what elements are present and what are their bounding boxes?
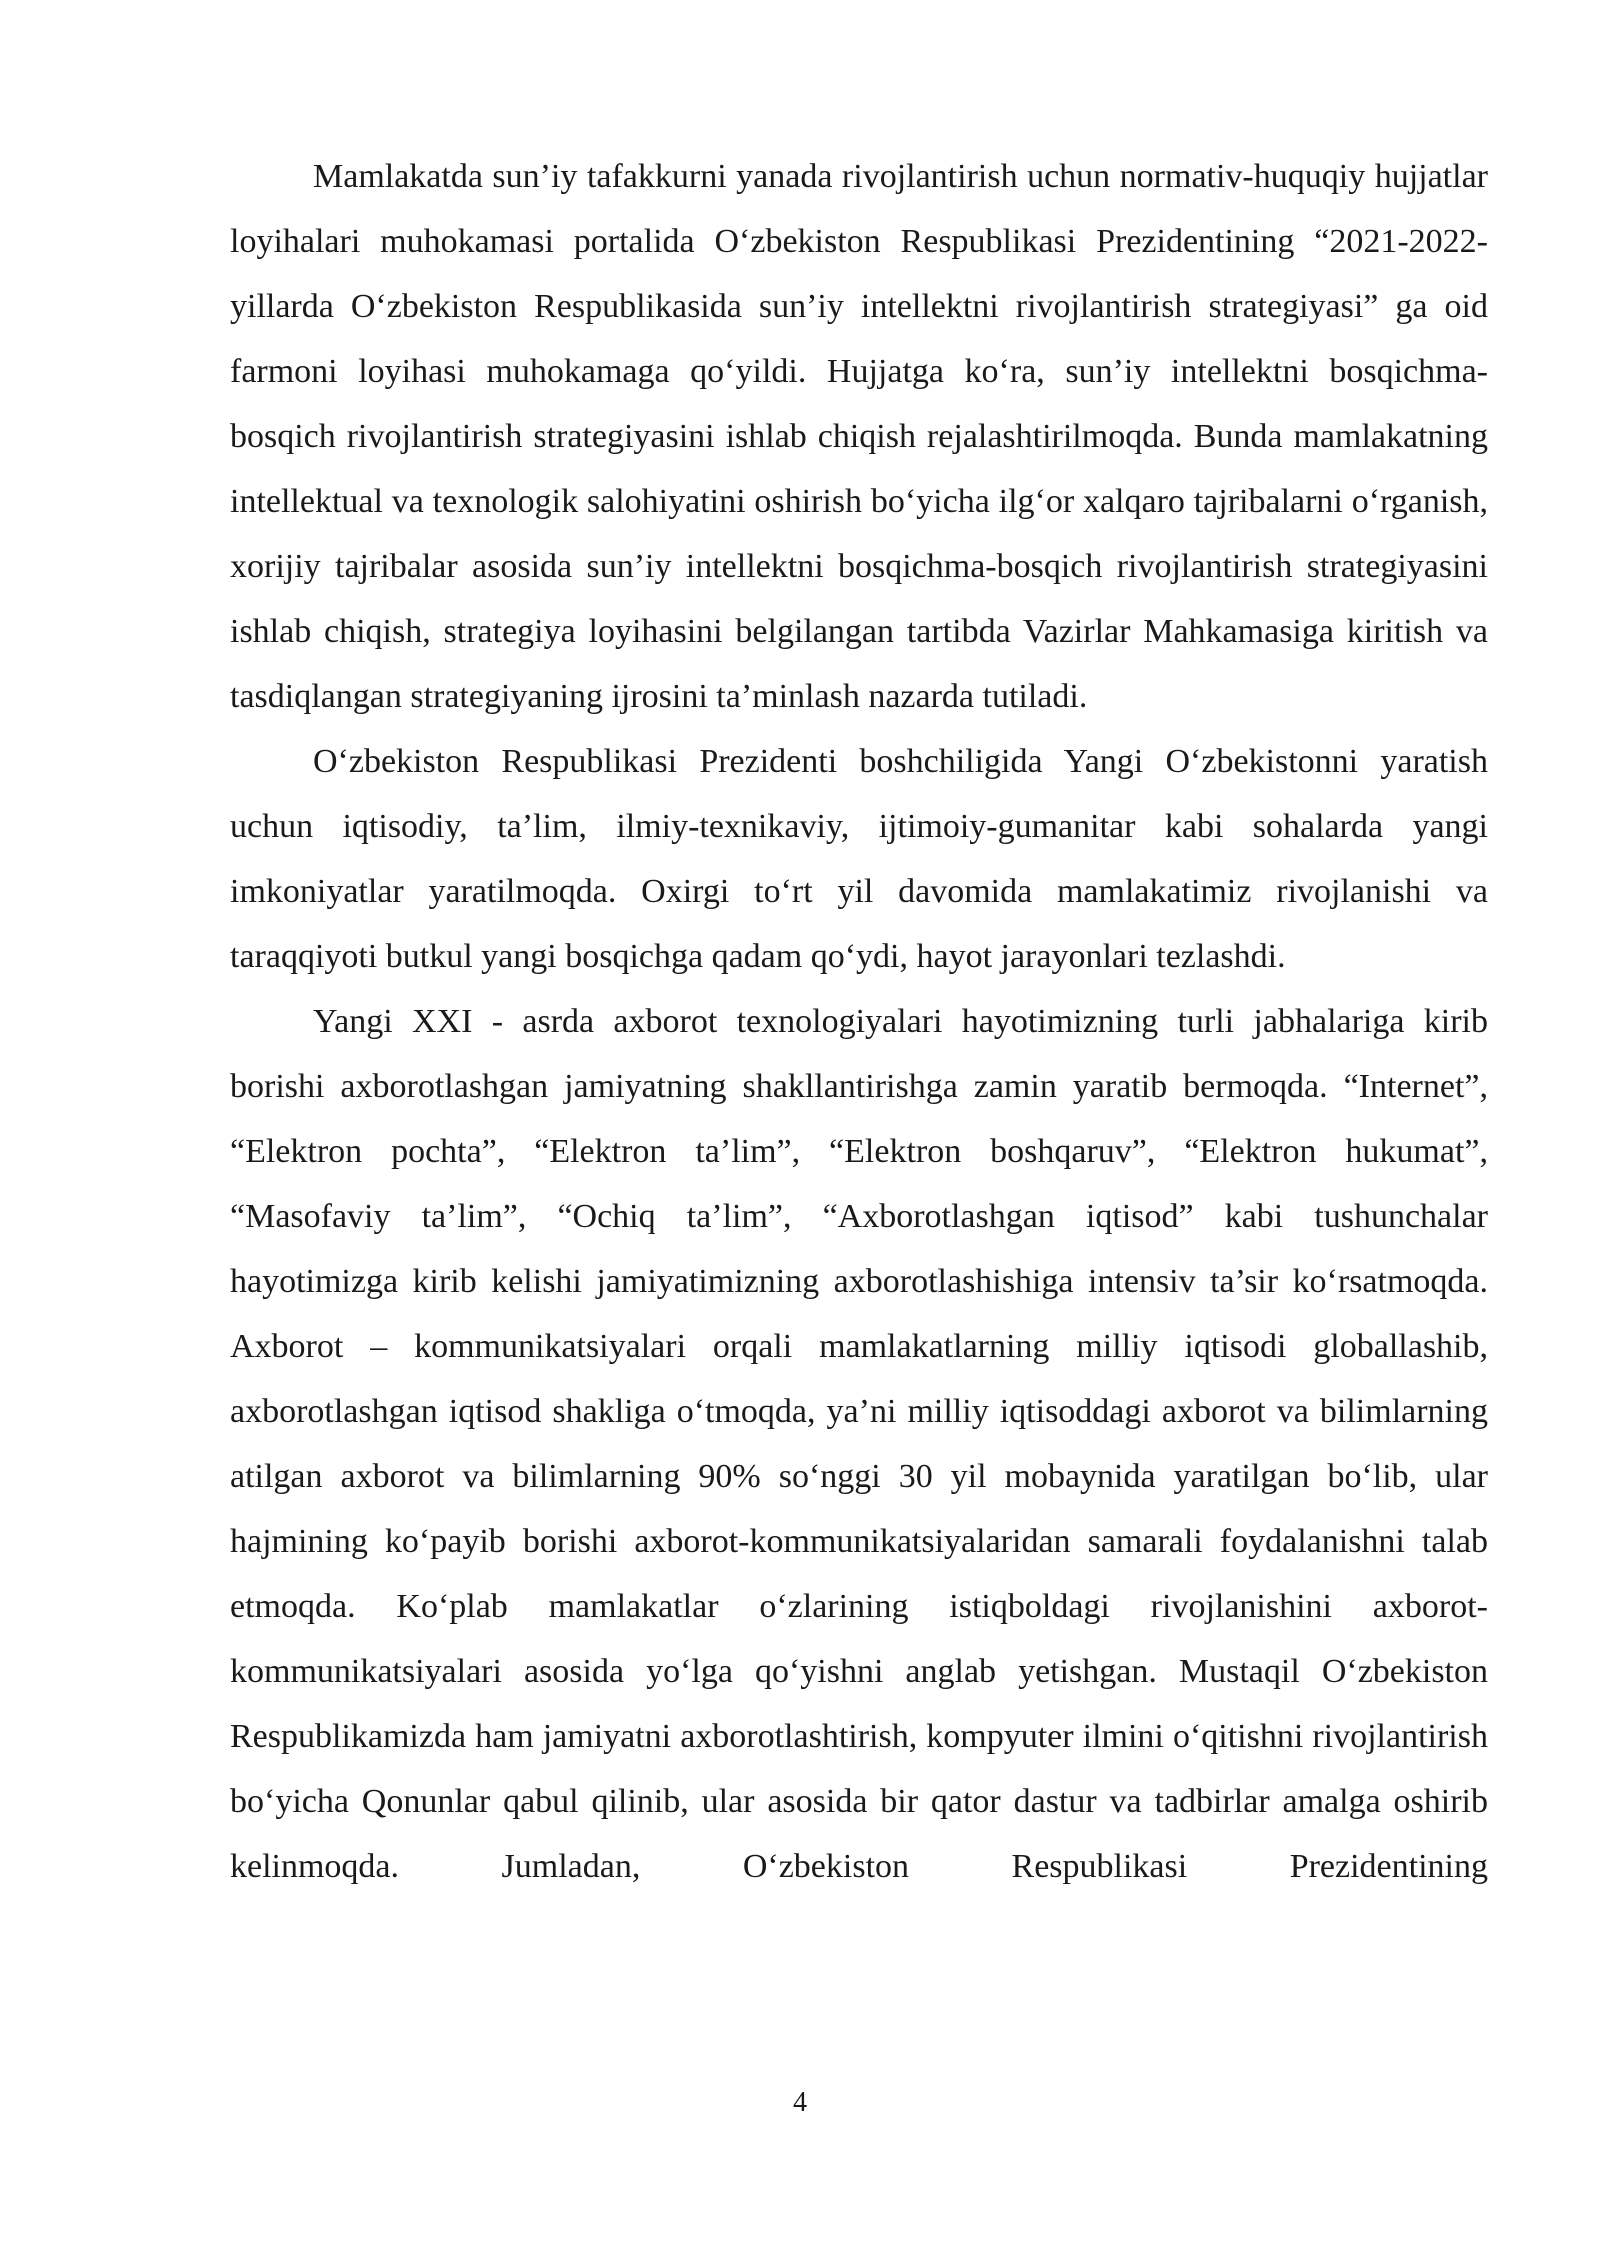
paragraph-new-uzbekistan: O‘zbekiston Respublikasi Prezidenti boshchiligida Yangi O‘zbekistonni yaratish uchun iqtisodiy, ta’lim, ilmiy-texnikaviy, ijtimoiy-gumanitar kabi sohalarda yangi imkoniyatlar yaratilmoqda. Oxirgi to‘rt yil davomida mamlakatimiz rivojlanishi va taraqqiyoti butkul yangi bosqichga qadam qo‘ydi, hayot jarayonlari tezlashdi.	[230, 743, 1488, 975]
paragraph-information-technologies: Yangi XXI - asrda axborot texnologiyalari hayotimizning turli jabhalariga kirib borishi axborotlashgan jamiyatning shakllantirishga zamin yaratib bermoqda. “Internet”, “Elektron pochta”, “Elektron ta’lim”, “Elektron boshqaruv”, “Elektron hukumat”, “Masofaviy ta’lim”, “Ochiq ta’lim”, “Axborotlashgan iqtisod” kabi tushunchalar hayotimizga kirib kelishi jamiyatimizning axborotlashishiga intensiv ta’sir ko‘rsatmoqda. Axborot – kommunikatsiyalari orqali mamlakatlarning milliy iqtisodi globallashib, axborotlashgan iqtisod shakliga o‘tmoqda, ya’ni milliy iqtisoddagi axborot va bilimlarning atilgan axborot va bilimlarning 90% so‘nggi 30 yil mobaynida yaratilgan bo‘lib, ular hajmining ko‘payib borishi axborot-kommunikatsiyalaridan samarali foydalanishni talab etmoqda. Ko‘plab mamlakatlar o‘zlarining istiqboldagi rivojlanishini axborot-kommunikatsiyalari asosida yo‘lga qo‘yishni anglab yetishgan. Mustaqil O‘zbekiston Respublikamizda ham jamiyatni axborotlashtirish, kompyuter ilmini o‘qitishni rivojlantirish bo‘yicha Qonunlar qabul qilinib, ular asosida bir qator dastur va tadbirlar amalga oshirib kelinmoqda. Jumladan, O‘zbekiston Respublikasi Prezidentining	[230, 1003, 1488, 1885]
paragraph-ai-strategy: Mamlakatda sun’iy tafakkurni yanada rivojlantirish uchun normativ-huquqiy hujjatlar loyihalari muhokamasi portalida O‘zbekiston Respublikasi Prezidentining “2021-2022-yillarda O‘zbekiston Respublikasida sun’iy intellektni rivojlantirish strategiyasi” ga oid farmoni loyihasi muhokamaga qo‘yildi. Hujjatga ko‘ra, sun’iy intellektni bosqichma-bosqich rivojlantirish strategiyasini ishlab chiqish rejalashtirilmoqda. Bunda mamlakatning intellektual va texnologik salohiyatini oshirish bo‘yicha ilg‘or xalqaro tajribalarni o‘rganish, xorijiy tajribalar asosida sun’iy intellektni bosqichma-bosqich rivojlantirish strategiyasini ishlab chiqish, strategiya loyihasini belgilangan tartibda Vazirlar Mahkamasiga kiritish va tasdiqlangan strategiyaning ijrosini ta’minlash nazarda tutiladi.	[230, 158, 1488, 715]
page-number: 4	[793, 2087, 807, 2118]
body-text	[230, 144, 1488, 1899]
